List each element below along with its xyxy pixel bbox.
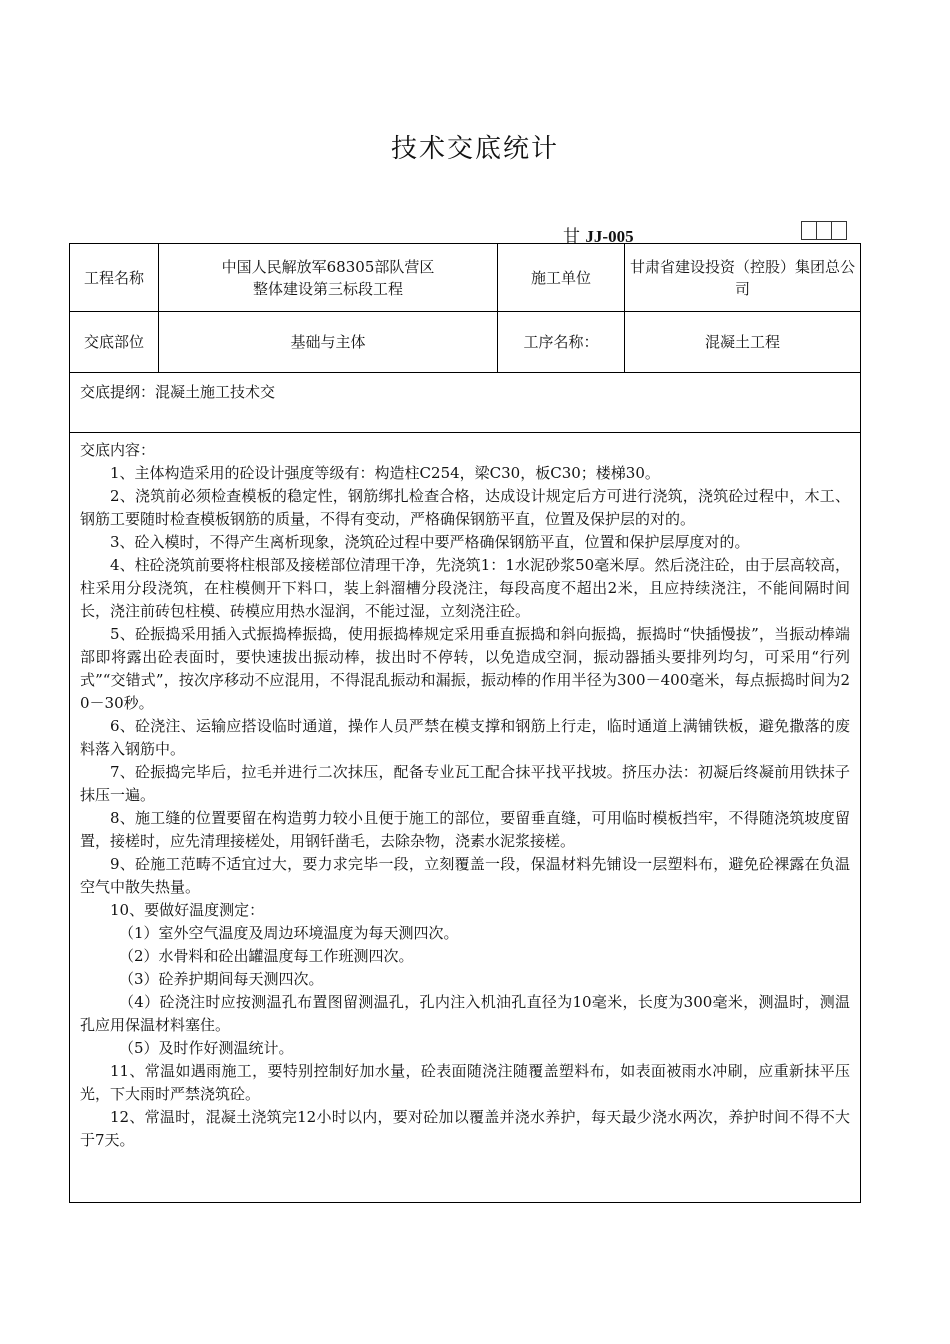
process-value: 混凝土工程 [704,333,780,351]
part-value: 基础与主体 [159,312,498,372]
code-prefix: 甘 [563,227,580,247]
disclosure-table [69,243,861,1203]
project-name-line2: 整体建设第三标段工程 [252,279,403,298]
content-subitem: （4）砼浇注时应按测温孔布置图留测温孔，孔内注入机油孔直径为10毫米，长度为300毫米，测温时，测温孔应用保温材料塞住。 [80,993,850,1034]
content-paragraph: 8、施工缝的位置要留在构造剪力较小且便于施工的部位，要留垂直缝，可用临时模板挡牢，不得随浇筑坡度留置，接槎时，应先清理接槎处，用钢钎凿毛，去除杂物，浇素水泥浆接槎。 [80,809,850,850]
content-paragraph: 2、浇筑前必须检查模板的稳定性，钢筋绑扎检查合格，达成设计规定后方可进行浇筑，浇筑砼过程中，木工、钢筋工要随时检查模板钢筋的质量，不得有变动，严格确保钢筋平直，位置及保护层的对的。 [80,487,850,528]
unit-value: 甘肃省建设投资（控股）集团总公司 [629,257,855,298]
document-title: 技术交底统计 [390,134,559,164]
content-paragraph: 11、常温如遇雨施工，要特别控制好加水量，砼表面随浇注随覆盖塑料布，如表面被雨水冲刷，应重新抹平压光，下大雨时严禁浇筑砼。 [80,1062,850,1103]
code-number: JJ-005 [585,227,634,246]
project-name-line1: 中国人民解放军68305部队营区 [221,257,435,276]
content-paragraph: 9、砼施工范畴不适宜过大，要力求完毕一段，立刻覆盖一段，保温材料先铺设一层塑料布，避免砼裸露在负温空气中散失热量。 [80,855,850,896]
page-number-boxes [802,221,847,240]
content-paragraph: 12、常温时，混凝土浇筑完12小时以内，要对砼加以覆盖并浇水养护，每天最少浇水两次，养护时间不得不大于7天。 [80,1108,850,1149]
project-name [159,244,498,311]
part-row [70,312,860,373]
summary-text: 交底提纲：混凝土施工技术交 [80,383,276,401]
content-subitem: （3）砼养护期间每天测四次。 [119,970,324,988]
content-subitem: （5）及时作好测温统计。 [119,1039,294,1057]
process-label: 工序名称： [498,312,625,372]
content-section [70,433,860,1152]
page-box [831,221,847,240]
part-label: 交底部位 [70,312,159,372]
project-label: 工程名称 [70,244,159,311]
content-paragraph: 3、砼入模时，不得产生离析现象，浇筑砼过程中要严格确保钢筋平直，位置和保护层厚度对的。 [110,533,750,551]
content-paragraph: 1、主体构造采用的砼设计强度等级有：构造柱C254，梁C30，板C30；楼梯30。 [110,464,660,482]
content-heading: 交底内容： [80,441,156,459]
content-paragraph: 10、要做好温度测定： [110,901,265,919]
page-box [816,221,832,240]
content-subitem: （2）水骨料和砼出罐温度每工作班测四次。 [119,947,414,965]
summary-row [70,373,860,433]
project-row [70,244,860,312]
content-subitem: （1）室外空气温度及周边环境温度为每天测四次。 [119,924,459,942]
content-paragraph: 4、柱砼浇筑前要将柱根部及接槎部位清理干净，先浇筑1：1水泥砂浆50毫米厚。然后浇注砼，由于层高较高，柱采用分段浇筑，在柱模侧开下料口，装上斜溜槽分段浇注，每段高度不超出2米，且应持续浇注，不能间隔时间长，浇注前砖包柱模、砖模应用热水湿润，不能过湿，立刻浇注砼。 [80,556,850,620]
content-paragraph: 5、砼振捣采用插入式振捣棒振捣，使用振捣棒规定采用垂直振捣和斜向振捣，振捣时“快插慢拔”，当振动棒端部即将露出砼表面时，要快速拔出振动棒，拔出时不停转，以免造成空洞，振动器插头要排列均匀，可采用“行列式”“交错式”，按次序移动不应混用，不得混乱振动和漏振，振动棒的作用半径为300－400毫米，每点振捣时间为20－30秒。 [80,625,850,712]
content-paragraph: 7、砼振捣完毕后，拉毛并进行二次抹压，配备专业瓦工配合抹平找平找坡。挤压办法：初凝后终凝前用铁抹子抹压一遍。 [80,763,850,804]
content-paragraph: 6、砼浇注、运输应搭设临时通道，操作人员严禁在模支撑和钢筋上行走，临时通道上满铺铁板，避免撒落的废料落入钢筋中。 [80,717,850,758]
unit-label: 施工单位 [498,244,625,311]
page-box [801,221,817,240]
